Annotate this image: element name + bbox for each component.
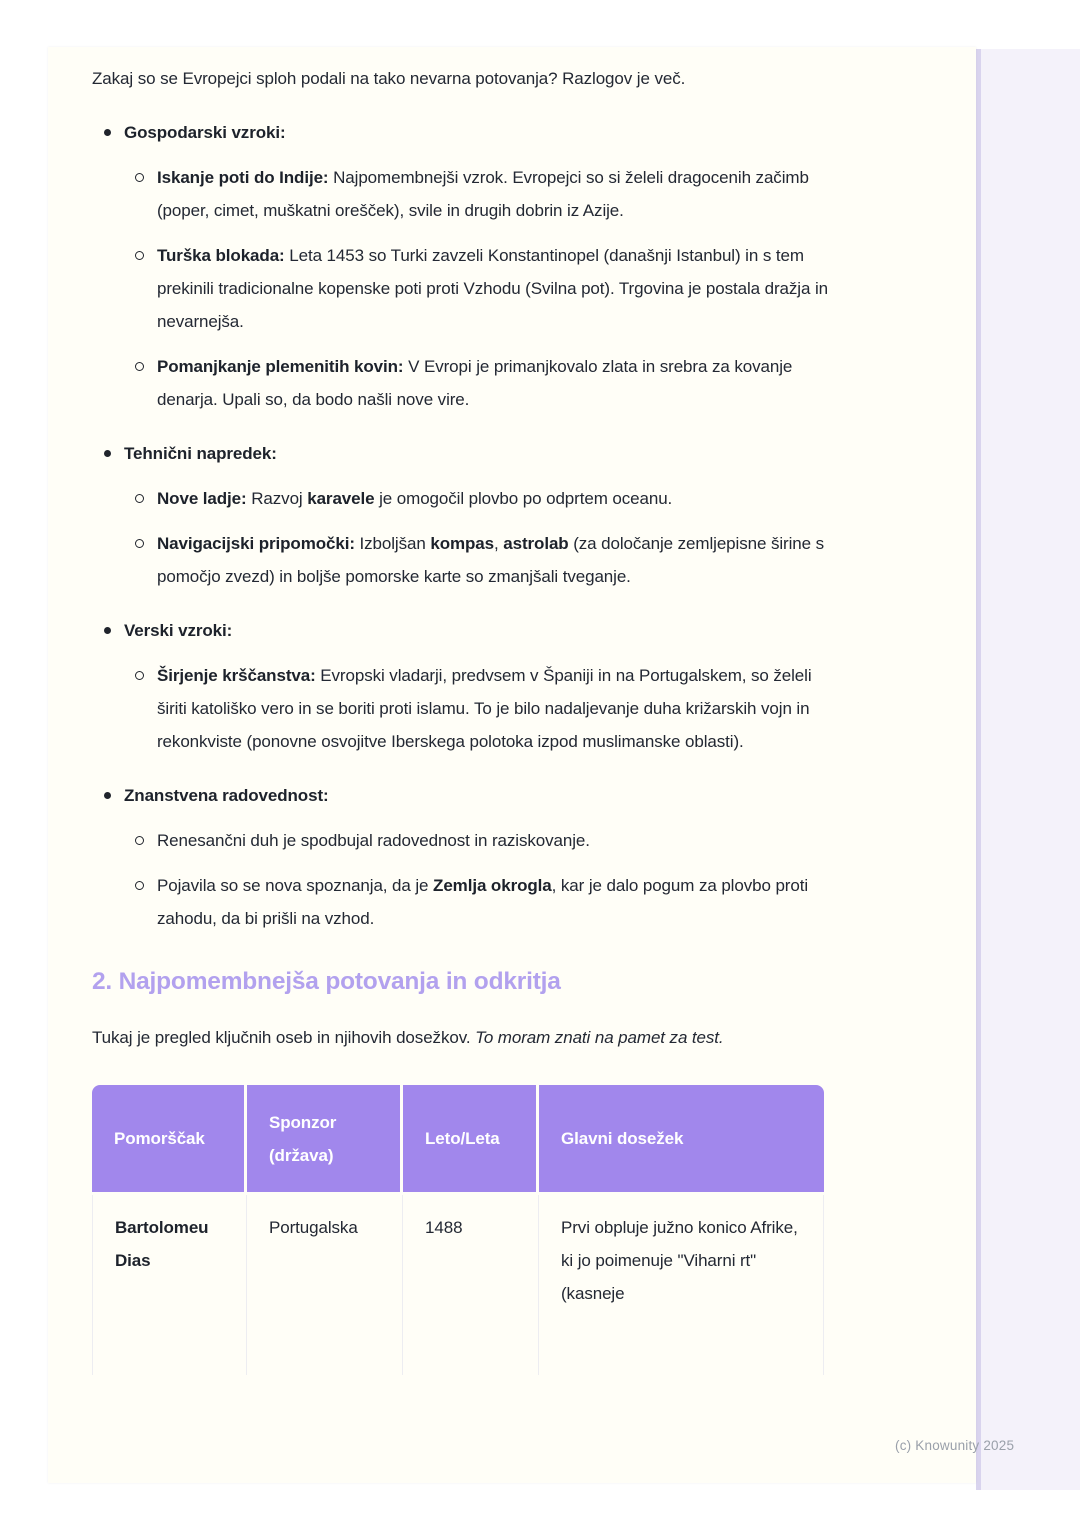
- hollow-bullet-icon: [135, 251, 144, 260]
- list-item-label: Verski vzroki:: [124, 621, 233, 640]
- column-header-year: Leto/Leta: [403, 1085, 539, 1195]
- list-item-technical-progress: [92, 437, 828, 593]
- text-segment: V Evropi je primanjkovalo zlata in srebra za kovanje denarja. Upali so, da bodo našli nove vire.: [157, 357, 793, 409]
- text-segment: , kar je dalo pogum za plovbo proti zahodu, da bi prišli na vzhod.: [157, 876, 809, 928]
- list-item-religious-reasons: [92, 614, 828, 758]
- list-item-scientific-curiosity: [92, 779, 828, 935]
- sub-item-navigation-tools: [124, 527, 828, 593]
- sub-item-text: [157, 876, 808, 928]
- hollow-bullet-icon: [135, 173, 144, 182]
- text-segment: Leta 1453 so Turki zavzeli Konstantinopel (današnji Istanbul) in s tem prekinili tradicionalne kopenske poti proti Vzhodu (Svilna pot). Trgovina je postala dražja in nevarnejša.: [157, 246, 828, 331]
- table-row: [92, 1195, 824, 1375]
- text-segment: je omogočil plovbo po odprtem oceanu.: [374, 489, 673, 508]
- list-item-label: Gospodarski vzroki:: [124, 123, 286, 142]
- cell-achievement: Prvi obpluje južno konico Afrike, ki jo poimenuje "Viharni rt" (kasneje: [539, 1195, 824, 1375]
- hollow-bullet-icon: [135, 539, 144, 548]
- text-segment: Evropski vladarji, predvsem v Španiji in na Portugalskem, so želeli širiti katoliško vero in se boriti proti islamu. To je bilo nadaljevanje duha križarskih vojn in rekonkviste (ponovne osvojitve Iberskega polotoka izpod muslimanske oblasti).: [157, 666, 812, 751]
- text-segment: Razvoj: [246, 489, 308, 508]
- sub-list: [124, 824, 828, 935]
- text-segment: Renesančni duh je spodbujal radovednost in raziskovanje.: [157, 831, 590, 850]
- list-item-label: Tehnični napredek:: [124, 444, 277, 463]
- text-segment: astrolab: [503, 534, 569, 553]
- cell-explorer: Bartolomeu Dias: [92, 1195, 247, 1375]
- sub-item-text: [157, 357, 792, 409]
- bullet-icon: [104, 792, 111, 799]
- bullet-icon: [104, 450, 111, 457]
- sub-item-text: [157, 666, 812, 751]
- cell-sponsor: Portugalska: [247, 1195, 403, 1375]
- bullet-icon: [104, 129, 111, 136]
- text-segment: (za določanje zemljepisne širine s pomočjo zvezd) in boljše pomorske karte so zmanjšali tveganje.: [157, 534, 824, 586]
- sub-list: [124, 482, 828, 593]
- sub-item-earth-round: [124, 869, 828, 935]
- adjacent-page-edge: [976, 49, 1080, 1490]
- hollow-bullet-icon: [135, 671, 144, 680]
- sub-item-india-route: [124, 161, 828, 227]
- overview-paragraph: [92, 1021, 828, 1054]
- document-content: [48, 47, 976, 1375]
- sub-item-text: [157, 534, 824, 586]
- bullet-icon: [104, 627, 111, 634]
- document-page: [48, 47, 976, 1483]
- list-item-label: Znanstvena radovednost:: [124, 786, 329, 805]
- text-segment: Pojavila so se nova spoznanja, da je: [157, 876, 434, 895]
- sub-item-spread-christianity: [124, 659, 828, 758]
- hollow-bullet-icon: [135, 494, 144, 503]
- reasons-list: [92, 116, 828, 935]
- text-segment: kompas: [430, 534, 494, 553]
- watermark: (c) Knowunity 2025: [895, 1438, 1015, 1453]
- sub-item-renaissance-spirit: [124, 824, 828, 857]
- text-segment: Najpomembnejši vzrok. Evropejci so si želeli dragocenih začimb (poper, cimet, muškatni orešček), svile in drugih dobrin iz Azije.: [157, 168, 809, 220]
- explorers-table: [92, 1085, 824, 1375]
- sub-list: [124, 161, 828, 416]
- text-segment: Izboljšan: [354, 534, 431, 553]
- sub-item-turkish-blockade: [124, 239, 828, 338]
- column-header-explorer: Pomorščak: [92, 1085, 247, 1195]
- text-segment: Pomanjkanje plemenitih kovin:: [157, 357, 404, 376]
- hollow-bullet-icon: [135, 836, 144, 845]
- text-segment: Širjenje krščanstva:: [157, 666, 316, 685]
- sub-item-text: [157, 489, 672, 508]
- hollow-bullet-icon: [135, 881, 144, 890]
- list-item-economic-reasons: [92, 116, 828, 416]
- hollow-bullet-icon: [135, 362, 144, 371]
- text-segment: To moram znati na pamet za test.: [475, 1028, 724, 1047]
- cell-year: 1488: [403, 1195, 539, 1375]
- text-segment: karavele: [307, 489, 375, 508]
- table-header-row: [92, 1085, 824, 1195]
- sub-item-text: [157, 168, 809, 220]
- column-header-sponsor: Sponzor (država): [247, 1085, 403, 1195]
- text-segment: Nove ladje:: [157, 489, 247, 508]
- text-segment: Tukaj je pregled ključnih oseb in njihovih dosežkov.: [92, 1028, 476, 1047]
- text-segment: Iskanje poti do Indije:: [157, 168, 329, 187]
- sub-item-precious-metals: [124, 350, 828, 416]
- sub-item-text: [157, 246, 828, 331]
- text-segment: Zemlja okrogla: [433, 876, 552, 895]
- text-segment: Turška blokada:: [157, 246, 285, 265]
- sub-item-text: [157, 831, 590, 850]
- text-segment: ,: [494, 534, 504, 553]
- column-header-achievement: Glavni dosežek: [539, 1085, 824, 1195]
- sub-list: [124, 659, 828, 758]
- intro-paragraph: Zakaj so se Evropejci sploh podali na tako nevarna potovanja? Razlogov je več.: [92, 69, 686, 88]
- section-heading: 2. Najpomembnejša potovanja in odkritja: [92, 968, 561, 995]
- text-segment: Navigacijski pripomočki:: [157, 534, 355, 553]
- sub-item-new-ships: [124, 482, 828, 515]
